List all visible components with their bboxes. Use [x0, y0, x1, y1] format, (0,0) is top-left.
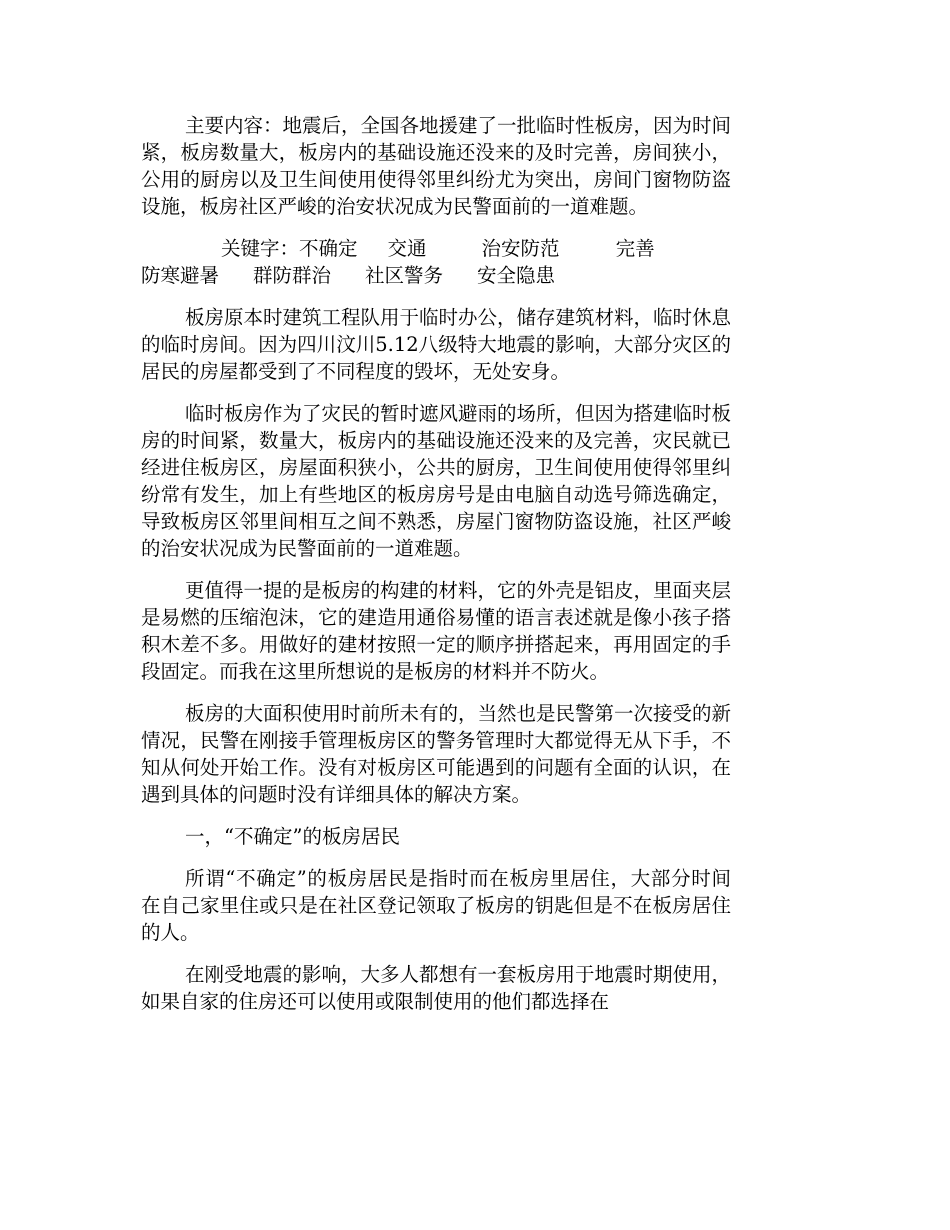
keyword-item: 社区警务 — [365, 264, 444, 287]
keyword-item: 群防群治 — [253, 264, 332, 287]
body-paragraph: 板房的大面积使用时前所未有的，当然也是民警第一次接受的新情况，民警在刚接手管理板房区的警务管理时大都觉得无从下手，不知从何处开始工作。没有对板房区可能遇到的问题有全面的认识，在遇到具体的问题时没有详细具体的解决方案。 — [141, 702, 732, 806]
body-paragraph: 板房原本时建筑工程队用于临时办公，储存建筑材料，临时休息的临时房间。因为四川汶川5.12八级特大地震的影响，大部分灾区的居民的房屋都受到了不同程度的毁坏，无处安身。 — [141, 306, 732, 383]
keywords-line-2 — [141, 262, 731, 289]
summary-paragraph: 主要内容：地震后，全国各地援建了一批临时性板房，因为时间紧，板房数量大，板房内的基础设施还没来的及时完善，房间狭小，公用的厨房以及卫生间使用使得邻里纠纷尤为突出，房间门窗物防盗设施，板房社区严峻的治安状况成为民警面前的一道难题。 — [141, 114, 732, 218]
keyword-item: 治安防范 — [481, 237, 560, 260]
keywords-label: 关键字： — [221, 237, 300, 260]
document-page — [141, 112, 731, 1030]
keywords-line-1 — [141, 235, 731, 262]
section-heading: 一，“不确定”的板房居民 — [185, 825, 400, 848]
section-paragraph: 在刚受地震的影响，大多人都想有一套板房用于地震时期使用，如果自家的住房还可以使用或限制使用的他们都选择在 — [141, 963, 732, 1013]
keyword-item: 交通 — [387, 237, 427, 260]
body-paragraph: 更值得一提的是板房的构建的材料，它的外壳是铝皮，里面夹层是易燃的压缩泡沫，它的建造用通俗易懂的语言表述就是像小孩子搭积木差不多。用做好的建材按照一定的顺序拼搭起来，再用固定的手段固定。而我在这里所想说的是板房的材料并不防火。 — [141, 579, 732, 683]
keyword-item: 不确定 — [299, 237, 358, 260]
keyword-item: 防寒避暑 — [141, 264, 220, 287]
keyword-item: 完善 — [615, 237, 655, 260]
body-paragraph: 临时板房作为了灾民的暂时遮风避雨的场所，但因为搭建临时板房的时间紧，数量大，板房内的基础设施还没来的及完善，灾民就已经进住板房区，房屋面积狭小，公共的厨房，卫生间使用使得邻里纠纷常有发生，加上有些地区的板房房号是由电脑自动选号筛选确定，导致板房区邻里间相互之间不熟悉，房屋门窗物防盗设施，社区严峻的治安状况成为民警面前的一道难题。 — [141, 402, 732, 560]
keyword-item: 安全隐患 — [477, 264, 556, 287]
section-paragraph: 所谓“不确定”的板房居民是指时而在板房里居住，大部分时间在自己家里住或只是在社区登记领取了板房的钥匙但是不在板房居住的人。 — [141, 867, 731, 944]
